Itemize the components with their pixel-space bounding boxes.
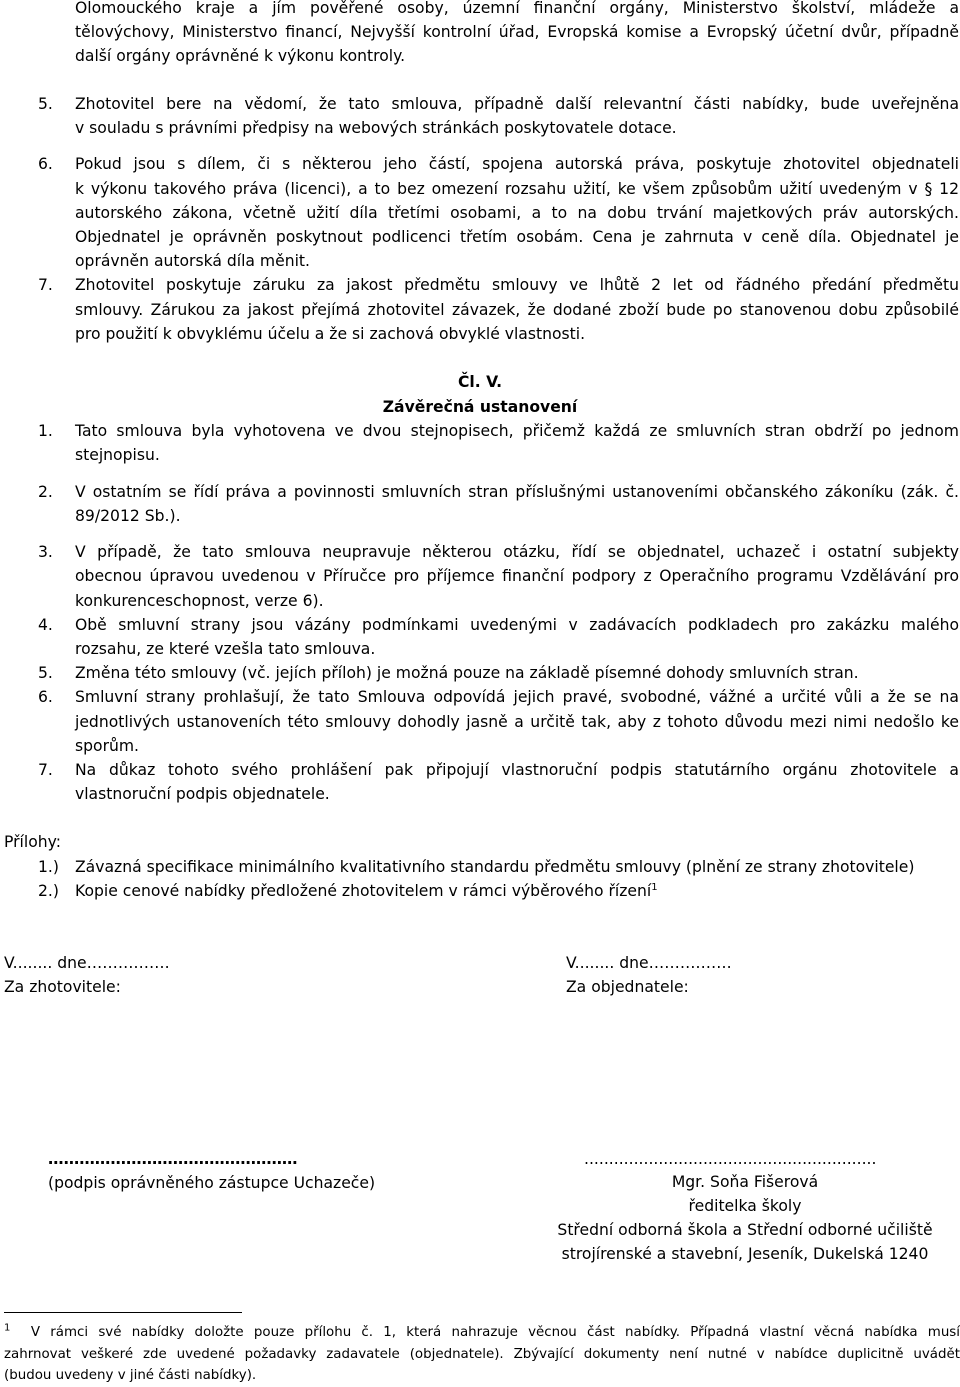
- attachment-text: Kopie cenové nabídky předložené zhotovitelem v rámci výběrového řízení: [75, 882, 652, 900]
- text-line: smlouvy. Zárukou za jakost přejímá zhotovitel závazek, že dodané zboží bude po stanovenou dobu způsobilé: [75, 301, 959, 319]
- client-label: Za objednatele:: [566, 978, 689, 996]
- text-line: Objednatel je oprávněn poskytnout podlicenci třetím osobám. Cena je zahrnuta v ceně díla. Objednatel je: [75, 228, 959, 246]
- text-line: Zhotovitel bere na vědomí, že tato smlouva, případně další relevantní části nabídky, bude uveřejněna: [75, 95, 959, 113]
- text-line: pro použití k obvyklému účelu a že si zachová obvyklé vlastnosti.: [75, 325, 586, 343]
- clause-number: 7.: [38, 276, 53, 294]
- text-line: Na důkaz tohoto svého prohlášení pak připojují vlastnoruční podpis statutárního orgánu zhotovitele a: [75, 761, 959, 779]
- text-line: Pokud jsou s dílem, či s některou jeho částí, spojena autorská práva, poskytuje zhotovitel objednateli: [75, 155, 959, 173]
- clause-number: 3.: [38, 543, 53, 561]
- contractor-signature-caption: (podpis oprávněného zástupce Uchazeče): [48, 1174, 376, 1192]
- text-line: konkurenceschopnost, verze 6).: [75, 592, 324, 610]
- attachment-text: Závazná specifikace minimálního kvalitativního standardu předmětu smlouvy (plnění ze strany zhotovitele): [75, 858, 915, 876]
- clause-number: 5.: [38, 95, 53, 113]
- attachment-number: 2.): [38, 882, 59, 900]
- client-signatory-role: ředitelka školy: [688, 1197, 802, 1215]
- footnote-text: V rámci své nabídky doložte pouze přílohu č. 1, která nahrazuje věcnou část nabídky. Případná vlastní věcná nabídka musí: [30, 1325, 960, 1340]
- text-line: Olomouckého kraje a jím pověřené osoby, územní finanční orgány, Ministerstvo školství, mládeže a: [75, 0, 959, 17]
- attachment-text-wrap: [75, 879, 658, 903]
- text-line: V ostatním se řídí práva a povinnosti smluvních stran příslušnými ustanoveními občanského zákoníku (zák. č.: [75, 483, 959, 501]
- footnote-line: (budou uvedeny v jiné části nabídky).: [4, 1368, 257, 1383]
- text-line: Tato smlouva byla vyhotovena ve dvou stejnopisech, přičemž každá ze smluvních stran obdrží po jednom: [75, 422, 959, 440]
- client-organization-line-2: strojírenské a stavební, Jeseník, Dukelská 1240: [561, 1245, 929, 1263]
- clause-number: 7.: [38, 761, 53, 779]
- text-line: autorského zákona, včetně užití díla třetími osobami, a to na dobu trvání majetkových práv autorských.: [75, 204, 959, 222]
- client-signatory-name: Mgr. Soňa Fišerová: [671, 1173, 819, 1191]
- text-line: oprávněn autorská díla měnit.: [75, 252, 310, 270]
- footnote-mark: 1: [4, 1322, 11, 1334]
- contractor-signature-line: …………………………………………: [48, 1150, 298, 1168]
- clause-number: 6.: [38, 155, 53, 173]
- article-number: Čl. V.: [457, 373, 503, 391]
- clause-number: 5.: [38, 664, 53, 682]
- clause-number: 1.: [38, 422, 53, 440]
- attachments-label: Přílohy:: [4, 833, 61, 851]
- footnote-line: [4, 1322, 960, 1343]
- text-line: sporům.: [75, 737, 140, 755]
- text-line: stejnopisu.: [75, 446, 160, 464]
- text-line: vlastnoruční podpis objednatele.: [75, 785, 330, 803]
- text-line: Obě smluvní strany jsou vázány podmínkami uvedenými v zadávacích podkladech pro zakázku malého: [75, 616, 959, 634]
- client-signature-line: ...........................................................: [584, 1150, 877, 1168]
- text-line: Zhotovitel poskytuje záruku za jakost předmětu smlouvy ve lhůtě 2 let od řádného předání předmětu: [75, 276, 959, 294]
- footnote-separator: [4, 1312, 242, 1313]
- text-line: V případě, že tato smlouva neupravuje některou otázku, řídí se objednatel, uchazeč i ostatní subjekty: [75, 543, 959, 561]
- footnote-reference: 1: [651, 881, 658, 893]
- text-line: k výkonu takového práva (licenci), a to bez omezení rozsahu užití, ke všem způsobům užití uvedeným v § 12: [75, 180, 959, 198]
- clause-number: 4.: [38, 616, 53, 634]
- footnote-line: zahrnovat veškeré zde uvedené požadavky zadavatele (objednatele). Zbývající dokumenty není nutné v nabídce duplicitně uvádět: [4, 1347, 960, 1362]
- contractor-label: Za zhotovitele:: [4, 978, 121, 996]
- text-line: jednotlivých ustanoveních této smlouvy dohodly jasně a určitě tak, aby z tohoto důvodu mezi nimi nedošlo ke: [75, 713, 959, 731]
- article-title: Závěrečná ustanovení: [382, 398, 578, 416]
- contractor-place-date: V........ dne…………….: [4, 954, 170, 972]
- text-line: 89/2012 Sb.).: [75, 507, 181, 525]
- text-line: další orgány oprávněné k výkonu kontroly.: [75, 47, 406, 65]
- clause-number: 2.: [38, 483, 53, 501]
- text-line: Smluvní strany prohlašují, že tato Smlouva odpovídá jejich pravé, svobodné, vážné a určité vůli a že se na: [75, 688, 959, 706]
- clause-number: 6.: [38, 688, 53, 706]
- text-line: tělovýchovy, Ministerstvo financí, Nejvyšší kontrolní úřad, Evropská komise a Evropský účetní dvůr, případně: [75, 23, 959, 41]
- client-place-date: V........ dne…………….: [566, 954, 732, 972]
- text-line: rozsahu, ze které vzešla tato smlouva.: [75, 640, 376, 658]
- attachment-number: 1.): [38, 858, 59, 876]
- text-line: obecnou úpravou uvedenou v Příručce pro příjemce finanční podpory z Operačního programu Vzdělávání pro: [75, 567, 959, 585]
- text-line: Změna této smlouvy (vč. jejích příloh) je možná pouze na základě písemné dohody smluvních stran.: [75, 664, 859, 682]
- client-organization-line-1: Střední odborná škola a Střední odborné učiliště: [557, 1221, 933, 1239]
- text-line: v souladu s právními předpisy na webových stránkách poskytovatele dotace.: [75, 119, 677, 137]
